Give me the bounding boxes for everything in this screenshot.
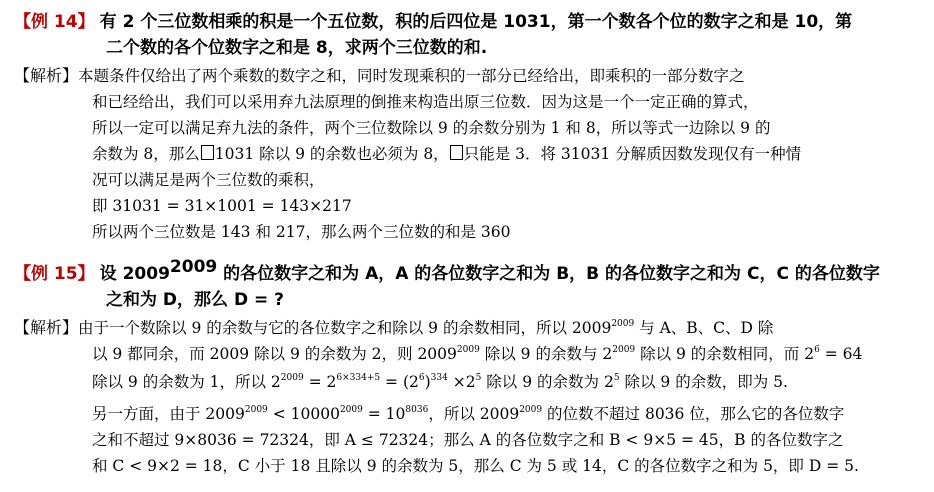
- example-14-question-line-2: 二个数的各个位数字之和是 8，求两个三位数的和.: [106, 38, 488, 58]
- example-15-analysis-line-2: 以 9 都同余，而 2009 除以 9 的余数为 2，则 $2009^{2009}$ 除以 9 的余数与 $2^{2009}$ 除以 9 的余数相同，而 $2^6 = 64$: [92, 345, 863, 363]
- example-14-analysis-line-4: 余数为 8，那么 1031 除以 9 的余数也必须为 8， 只能是 3．将 31031 分解质因数发现仅有一种情: [92, 145, 802, 163]
- example-15-analysis-tag: 【解析】: [14, 318, 79, 337]
- example-14-analysis-tag: 【解析】: [14, 66, 79, 85]
- example-15-question-line-2: 之和为 D，那么 D = ?: [106, 290, 285, 310]
- example-14-equation: 即 31031 = 31×1001 = 143×217: [92, 197, 352, 215]
- example-14-question-line-1: 【例 14】 有 2 个三位数相乘的积是一个五位数，积的后四位是 1031，第一个数各个位的数字之和是 10，第: [14, 12, 853, 32]
- example-15-question-line-1: 【例 15】 设 $2009^{2009}$ 的各位数字之和为 A，A 的各位数字之和为 B，B 的各位数字之和为 C，C 的各位数字: [14, 257, 880, 284]
- example-14-analysis-line-5: 况可以满足是两个三位数的乘积，: [92, 171, 325, 189]
- example-15-tag: 【例 15】: [14, 264, 95, 284]
- example-15-analysis-line-3: 除以 9 的余数为 1，所以 $2^{2009} = 2^{6\times 334+5} = (2^6)^{334} \times 2^5$ 除以 9 的余数为 $2^5$ 除以 9 的余数，即为 5.: [92, 373, 788, 391]
- example-14-analysis-line-1: 【解析】本题条件仅给出了两个乘数的数字之和，同时发现乘积的一部分已经给出，即乘积的一部分数字之: [14, 66, 745, 85]
- example-15-analysis-line-6: 和 C < 9×2 = 18，C 小于 18 且除以 9 的余数为 5，那么 C 为 5 或 14，C 的各位数字之和为 5，即 D = 5.: [92, 457, 859, 475]
- example-14-analysis-line-2: 和已经给出，我们可以采用弃九法原理的倒推来构造出原三位数．因为这是一个一定正确的算式，: [92, 93, 759, 111]
- example-15-analysis-line-1: 【解析】由于一个数除以 9 的余数与它的各位数字之和除以 9 的余数相同，所以 $2009^{2009}$ 与 A、B、C、D 除: [14, 318, 774, 337]
- example-15-analysis-line-4: 另一方面，由于 $2009^{2009} < 10000^{2009} = 10^{8036}$，所以 $2009^{2009}$ 的位数不超过 8036 位，那么它的各位数字: [92, 405, 845, 423]
- unknown-digit-box: [201, 145, 214, 160]
- example-14-conclusion: 所以两个三位数是 143 和 217，那么两个三位数的和是 360: [92, 223, 511, 241]
- example-14-analysis-line-3: 所以一定可以满足弃九法的条件，两个三位数除以 9 的余数分别为 1 和 8，所以等式一边除以 9 的: [92, 119, 771, 137]
- example-14-tag: 【例 14】: [14, 12, 95, 32]
- unknown-digit-box: [450, 145, 463, 160]
- example-15-analysis-line-5: 之和不超过 9×8036 = 72324，即 A ≤ 72324；那么 A 的各位数字之和 B < 9×5 = 45，B 的各位数字之: [92, 431, 844, 449]
